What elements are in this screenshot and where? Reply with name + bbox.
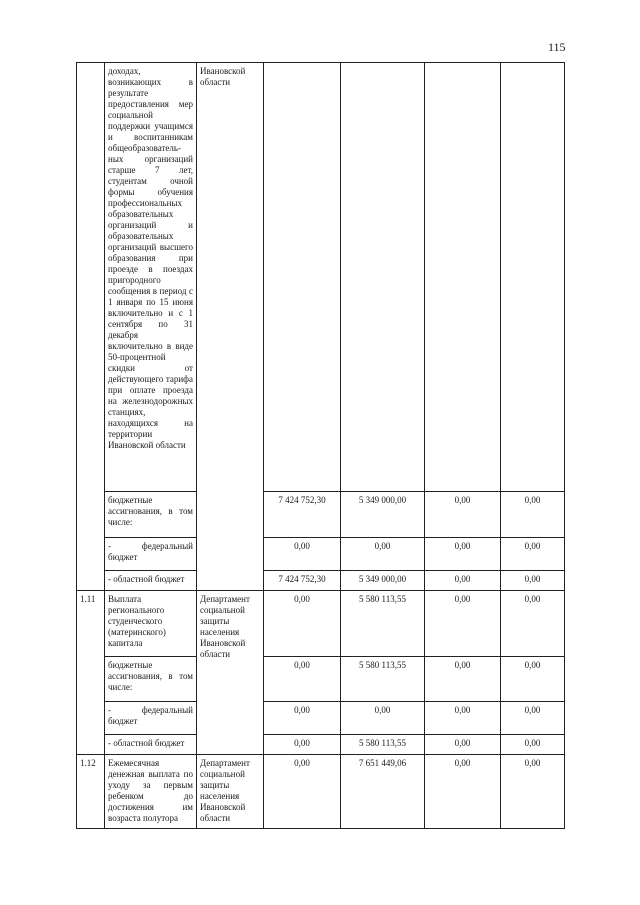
table-row (77, 571, 565, 591)
value-cell: 0,00 (501, 735, 565, 755)
value-cell: 7 424 752,30 (264, 492, 341, 538)
row-label: - областной бюджет (105, 735, 197, 755)
value-cell: 0,00 (425, 591, 501, 657)
row-number: 1.11 (77, 591, 105, 755)
table-row (77, 657, 565, 702)
value-cell: 5 349 000,00 (341, 571, 425, 591)
row-description: Выплата регионального студенческого (материнского) капитала (105, 591, 197, 657)
page-number: 115 (548, 40, 566, 54)
value-cell: 0,00 (501, 657, 565, 702)
value-cell: 0,00 (341, 702, 425, 735)
value-cell: 0,00 (425, 571, 501, 591)
value-cell: 0,00 (501, 571, 565, 591)
value-cell: 5 580 113,55 (341, 735, 425, 755)
row-description: доходах, возникающих в результате предоставления мер социальной поддержки учащимся и воспитанникам общеобразователь-ных организаций старше 7 лет, студентам очной формы обучения профессиональных образовательных организаций и образовательных организаций высшего образования при проезде в поездах пригородного сообщения в период с 1 января по 15 июня включительно и с 1 сентября по 31 декабря включительно в виде 50-процентной скидки от действующего тарифа при оплате проезда на железнодорожных станциях, находящихся на территории Ивановской области (105, 63, 197, 492)
value-cell: 7 651 449,06 (341, 755, 425, 829)
value-cell: 5 580 113,55 (341, 657, 425, 702)
value-cell: 0,00 (425, 657, 501, 702)
row-number (77, 63, 105, 591)
value-cell: 5 580 113,55 (341, 591, 425, 657)
value-cell: 0,00 (425, 492, 501, 538)
value-cell: 0,00 (425, 735, 501, 755)
table-row (77, 702, 565, 735)
row-label: - федеральный бюджет (105, 538, 197, 571)
value-cell: 0,00 (264, 702, 341, 735)
value-cell (501, 63, 565, 492)
row-label: - федеральный бюджет (105, 702, 197, 735)
row-executor: Департамент социальной защиты населения Ивановской области (197, 755, 264, 829)
value-cell: 0,00 (425, 755, 501, 829)
value-cell: 0,00 (501, 538, 565, 571)
value-cell (425, 63, 501, 492)
value-cell: 0,00 (425, 702, 501, 735)
value-cell: 0,00 (264, 657, 341, 702)
value-cell: 0,00 (501, 702, 565, 735)
value-cell: 0,00 (264, 755, 341, 829)
row-label: бюджетные ассигнования, в том числе: (105, 657, 197, 702)
table-row (77, 755, 565, 829)
value-cell: 0,00 (264, 538, 341, 571)
row-label: бюджетные ассигнования, в том числе: (105, 492, 197, 538)
value-cell: 5 349 000,00 (341, 492, 425, 538)
value-cell (264, 63, 341, 492)
value-cell: 0,00 (501, 755, 565, 829)
row-executor: Департамент социальной защиты населения Ивановской области (197, 591, 264, 755)
table-row (77, 492, 565, 538)
budget-table (76, 62, 565, 829)
value-cell: 0,00 (425, 538, 501, 571)
row-label: - областной бюджет (105, 571, 197, 591)
value-cell: 0,00 (264, 735, 341, 755)
value-cell: 7 424 752,30 (264, 571, 341, 591)
table-row (77, 591, 565, 657)
value-cell (341, 63, 425, 492)
row-number: 1.12 (77, 755, 105, 829)
table-row (77, 735, 565, 755)
value-cell: 0,00 (341, 538, 425, 571)
value-cell: 0,00 (264, 591, 341, 657)
value-cell: 0,00 (501, 492, 565, 538)
row-description: Ежемесячная денежная выплата по уходу за первым ребенком до достижения им возраста полутора (105, 755, 197, 829)
row-executor: Ивановской области (197, 63, 264, 591)
table-row (77, 538, 565, 571)
table-row (77, 63, 565, 492)
value-cell: 0,00 (501, 591, 565, 657)
